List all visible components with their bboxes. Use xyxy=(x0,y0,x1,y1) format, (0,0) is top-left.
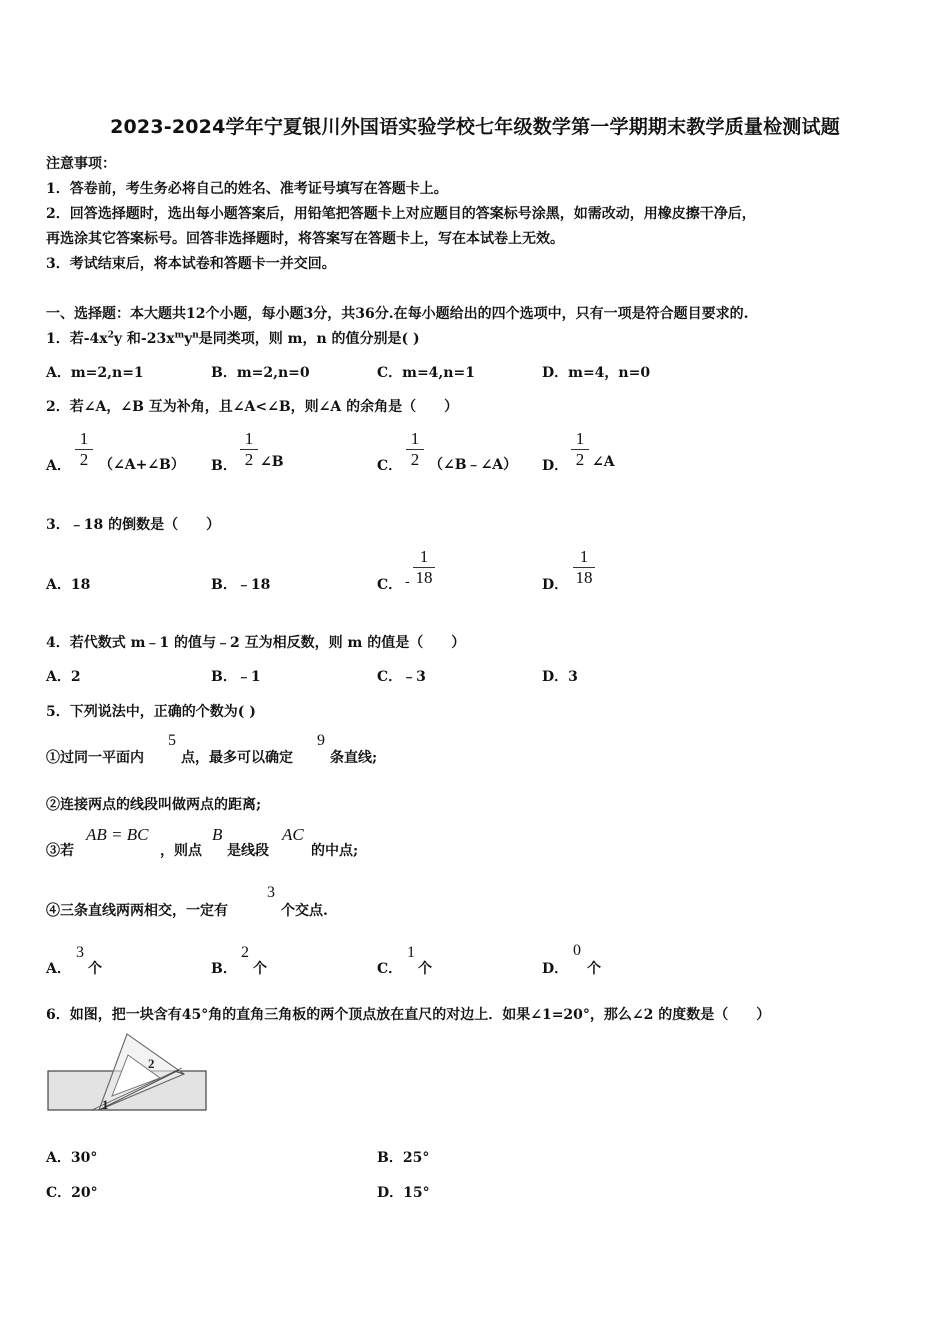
q6-option-b: B．25° xyxy=(377,1150,430,1166)
question-3-stem: 3．﹣18 的倒数是（ ） xyxy=(46,517,221,533)
q3-option-c-fraction: 1 18 xyxy=(413,548,435,587)
q5-statement-3-math-2: B xyxy=(212,825,223,844)
q2-option-c-label: C． xyxy=(377,458,403,474)
q3-option-b: B．﹣18 xyxy=(211,577,271,593)
q2-option-a-label: A． xyxy=(46,458,71,474)
q5-statement-3-math-3: AC xyxy=(282,825,304,844)
q2-option-d-fraction: 1 2 xyxy=(571,430,589,469)
q1-option-d: D．m=4，n=0 xyxy=(542,365,651,381)
q3-option-d-label: D． xyxy=(542,577,569,593)
q5-option-d-label: D． xyxy=(542,961,569,977)
question-5-stem: 5．下列说法中，正确的个数为( ) xyxy=(46,704,256,720)
q3-option-a: A．18 xyxy=(46,577,91,593)
q1-option-c: C．m=4,n=1 xyxy=(377,365,475,381)
angle-2-label: 2 xyxy=(148,1056,155,1071)
q5-statement-3: ③若 xyxy=(46,843,74,859)
q5-option-b-unit: 个 xyxy=(253,961,267,977)
question-2-stem: 2．若∠A，∠B 互为补角，且∠A<∠B，则∠A 的余角是（ ） xyxy=(46,399,459,415)
q5-statement-4-num: 3 xyxy=(267,884,275,901)
page-title: 2023-2024学年宁夏银川外国语实验学校七年级数学第一学期期末教学质量检测试题 xyxy=(110,116,840,138)
q2-option-a-expr: （∠A+∠B） xyxy=(99,457,185,473)
q1-option-a: A．m=2,n=1 xyxy=(46,365,144,381)
q5-option-d-unit: 个 xyxy=(587,961,601,977)
q2-option-d-label: D． xyxy=(542,458,569,474)
q6-option-d: D．15° xyxy=(377,1185,430,1201)
q6-option-c: C．20° xyxy=(46,1185,98,1201)
q5-statement-2: ②连接两点的线段叫做两点的距离; xyxy=(46,797,262,813)
q5-statement-1: ①过同一平面内 xyxy=(46,750,144,766)
q3-option-c-minus: - xyxy=(405,574,410,590)
q5-option-a-unit: 个 xyxy=(88,961,102,977)
q4-option-c: C．﹣3 xyxy=(377,669,426,685)
notice-item: 1．答卷前，考生务必将自己的姓名、准考证号填写在答题卡上。 xyxy=(46,181,448,197)
q5-statement-4: ④三条直线两两相交，一定有 xyxy=(46,903,228,919)
notice-item: 再选涂其它答案标号。回答非选择题时，将答案写在答题卡上，写在本试卷上无效。 xyxy=(46,231,564,247)
q5-option-c-unit: 个 xyxy=(418,961,432,977)
notice-item: 2．回答选择题时，选出每小题答案后，用铅笔把答题卡上对应题目的答案标号涂黑，如需改动，用橡皮擦干净后， xyxy=(46,206,756,222)
notice-item: 3．考试结束后，将本试卷和答题卡一并交回。 xyxy=(46,256,336,272)
question-1-stem: 1．若$-4x^2y$ 和$-23x^my^n$是同类项，则 m，n 的值分别是( ) xyxy=(46,330,420,347)
q2-option-b-label: B． xyxy=(211,458,237,474)
q5-statement-4-end: 个交点. xyxy=(281,903,328,919)
q2-option-c-fraction: 1 2 xyxy=(406,430,424,469)
q5-option-c-label: C． xyxy=(377,961,403,977)
q2-option-d-expr: ∠A xyxy=(592,454,615,470)
q5-statement-3-math-1: AB = BC xyxy=(86,825,149,844)
q5-statement-1-num-1: 5 xyxy=(168,732,176,749)
angle-1-label: 1 xyxy=(102,1097,109,1112)
q2-option-b-fraction: 1 2 xyxy=(240,430,258,469)
section-heading: 一、选择题：本大题共12个小题，每小题3分，共36分.在每小题给出的四个选项中，只有一项是符合题目要求的. xyxy=(46,306,749,322)
q5-statement-1-mid: 点，最多可以确定 xyxy=(181,750,293,766)
q5-statement-3-mid-2: 是线段 xyxy=(227,843,269,859)
q5-option-a-label: A． xyxy=(46,961,71,977)
q5-option-b-label: B． xyxy=(211,961,237,977)
q2-option-a-fraction: 1 2 xyxy=(75,430,93,469)
q5-statement-3-end: 的中点; xyxy=(311,843,359,859)
notice-heading: 注意事项： xyxy=(46,156,116,172)
q4-option-a: A．2 xyxy=(46,669,81,685)
q3-option-c-label: C． xyxy=(377,577,403,593)
q2-option-c-expr: （∠B﹣∠A） xyxy=(429,457,518,473)
q3-option-d-fraction: 1 18 xyxy=(573,548,595,587)
question-4-stem: 4．若代数式 m﹣1 的值与﹣2 互为相反数，则 m 的值是（ ） xyxy=(46,635,466,651)
q5-option-a-num: 3 xyxy=(76,944,84,961)
q6-option-a: A．30° xyxy=(46,1150,98,1166)
q5-statement-1-num-2: 9 xyxy=(317,732,325,749)
q5-statement-3-mid-1: ，则点 xyxy=(160,843,202,859)
question-6-stem: 6．如图，把一块含有45°角的直角三角板的两个顶点放在直尺的对边上．如果∠1=20°，那么∠2 的度数是（ ） xyxy=(46,1007,771,1023)
q5-option-c-num: 1 xyxy=(407,944,415,961)
q1-option-b: B．m=2,n=0 xyxy=(211,365,310,381)
q4-option-d: D．3 xyxy=(542,669,578,685)
q4-option-b: B．﹣1 xyxy=(211,669,261,685)
q5-option-d-num: 0 xyxy=(573,942,581,959)
q2-option-b-expr: ∠B xyxy=(260,454,284,470)
q5-option-b-num: 2 xyxy=(241,944,249,961)
q5-statement-1-end: 条直线; xyxy=(330,750,378,766)
ruler-triangle-figure xyxy=(44,1030,214,1115)
